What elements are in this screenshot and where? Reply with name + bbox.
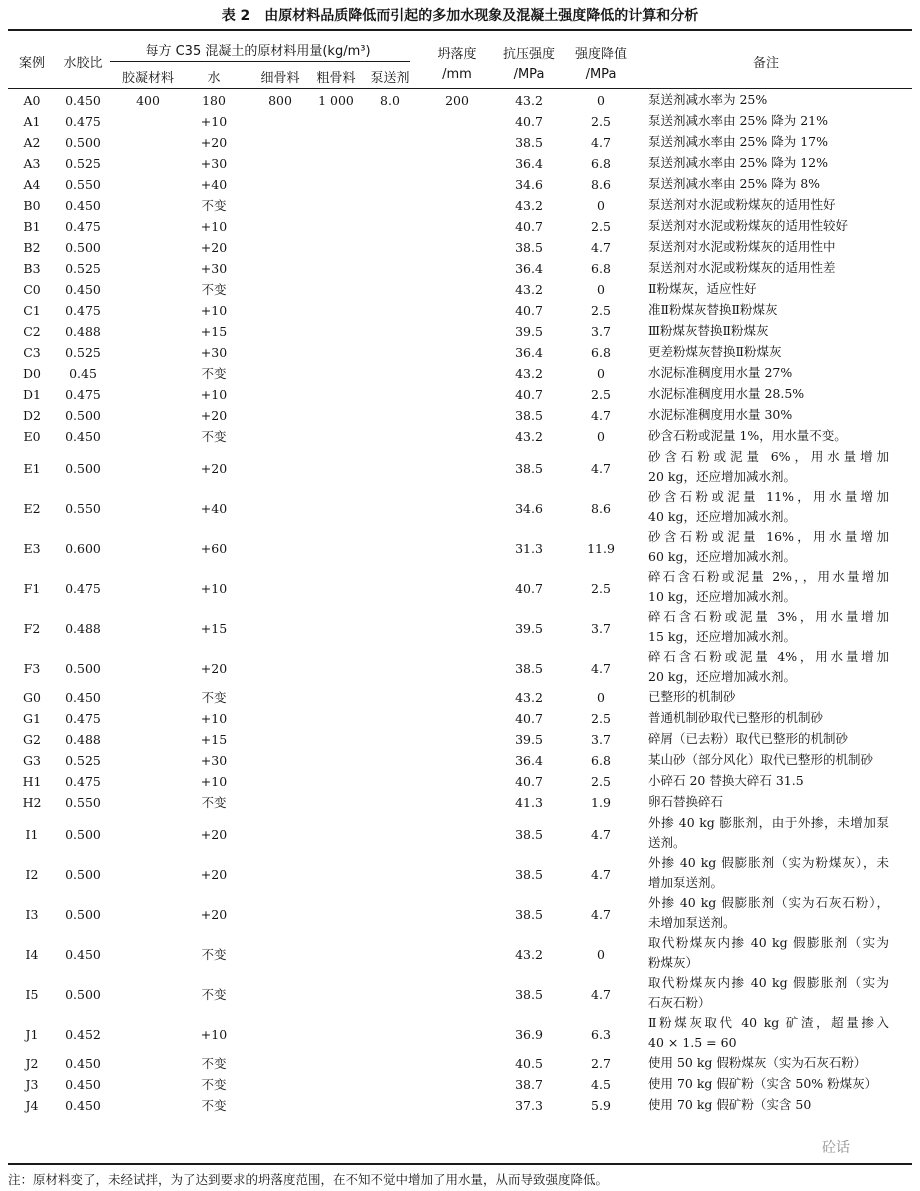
cell-strength: 38.5 [515, 907, 543, 922]
cell-strength: 34.6 [515, 176, 543, 192]
cell-case: G3 [23, 752, 41, 768]
cell-reduction: 0 [597, 428, 605, 444]
cell-wb: 0.450 [65, 947, 101, 962]
cell-water: +10 [200, 302, 228, 318]
cell-remark: 碎石含石粉或泥量 2%，，用水量增加 [648, 569, 889, 584]
cell-wb: 0.475 [65, 710, 101, 726]
cell-remark: 40 kg，还应增加减水剂。 [648, 509, 796, 524]
cell-remark: 泵送剂对水泥或粉煤灰的适用性较好 [648, 218, 849, 233]
cell-wb: 0.550 [65, 501, 101, 516]
cell-water: +20 [200, 907, 228, 922]
cell-water: +20 [200, 461, 228, 476]
cell-case: J1 [25, 1027, 39, 1042]
cell-wb: 0.600 [65, 541, 101, 556]
cell-case: A3 [23, 155, 41, 171]
cell-reduction: 6.8 [591, 155, 611, 171]
cell-wb: 0.500 [65, 239, 101, 255]
cell-strength: 39.5 [515, 323, 543, 339]
cell-wb: 0.450 [65, 689, 101, 705]
cell-water: 不变 [201, 197, 227, 213]
cell-water: 不变 [201, 987, 227, 1002]
table-title: 表 2 由原材料品质降低而引起的多加水现象及混凝土强度降低的计算和分析 [221, 8, 699, 24]
cell-reduction: 4.7 [591, 407, 611, 423]
cell-remark: 增加泵送剂。 [648, 875, 724, 890]
cell-case: I4 [25, 947, 39, 962]
cell-reduction: 0 [597, 281, 605, 297]
cell-remark: 砂含石粉或泥量 1%，用水量不变。 [648, 428, 847, 443]
cell-strength: 40.7 [515, 218, 543, 234]
header-group-rule [110, 61, 410, 62]
cell-wb: 0.525 [65, 260, 101, 276]
cell-remark: 外掺 40 kg 假膨胀剂（实为粉煤灰），未 [648, 855, 889, 870]
cell-reduction: 4.7 [591, 827, 611, 842]
cell-remark: 泵送剂对水泥或粉煤灰的适用性好 [648, 197, 836, 212]
cell-remark: 15 kg，还应增加减水剂。 [648, 629, 796, 644]
cell-wb: 0.45 [69, 365, 97, 381]
cell-remark: Ⅲ粉煤灰替换Ⅱ粉煤灰 [648, 323, 769, 338]
cell-water: +10 [200, 113, 228, 129]
cell-remark: 20 kg，还应增加减水剂。 [648, 669, 796, 684]
top-rule [8, 29, 912, 31]
cell-remark: 碎石含石粉或泥量 4%，用水量增加 [648, 649, 889, 664]
cell-wb: 0.475 [65, 773, 101, 789]
cell-water: 不变 [201, 1097, 227, 1113]
cell-wb: 0.488 [65, 323, 101, 339]
cell-wb: 0.475 [65, 113, 101, 129]
cell-strength: 36.4 [515, 752, 543, 768]
cell-case: A0 [23, 92, 41, 108]
cell-reduction: 0 [597, 689, 605, 705]
cell-case: A1 [23, 113, 41, 129]
cell-reduction: 2.5 [591, 581, 611, 596]
cell-water: 180 [202, 92, 226, 108]
header-case: 案例 [18, 56, 46, 71]
cell-wb: 0.500 [65, 134, 101, 150]
cell-binder: 400 [136, 92, 160, 108]
cell-case: B2 [23, 239, 41, 255]
cell-reduction: 6.8 [591, 752, 611, 768]
cell-remark: 泵送剂对水泥或粉煤灰的适用性中 [648, 239, 836, 254]
cell-reduction: 0 [597, 365, 605, 381]
header-slump: 坍落度 [437, 47, 477, 62]
cell-reduction: 4.7 [591, 907, 611, 922]
cell-case: J3 [25, 1076, 39, 1092]
cell-strength: 43.2 [515, 365, 543, 381]
cell-remark: 泵送剂减水率由 25% 降为 17% [648, 134, 828, 149]
cell-remark: 泵送剂对水泥或粉煤灰的适用性差 [648, 260, 836, 275]
cell-remark: 60 kg，还应增加减水剂。 [648, 549, 796, 564]
cell-strength: 43.2 [515, 92, 543, 108]
cell-slump: 200 [445, 92, 469, 108]
cell-reduction: 6.8 [591, 260, 611, 276]
cell-wb: 0.525 [65, 344, 101, 360]
cell-wb: 0.550 [65, 176, 101, 192]
cell-strength: 38.5 [515, 987, 543, 1002]
cell-case: F3 [23, 661, 41, 676]
cell-case: B0 [23, 197, 41, 213]
cell-remark: 已整形的机制砂 [648, 689, 736, 704]
cell-reduction: 4.7 [591, 987, 611, 1002]
cell-water: 不变 [201, 947, 227, 962]
cell-case: A4 [23, 176, 41, 192]
cell-strength: 38.5 [515, 827, 543, 842]
cell-water: +10 [200, 1027, 228, 1042]
cell-wb: 0.500 [65, 661, 101, 676]
cell-wb: 0.450 [65, 428, 101, 444]
cell-strength: 40.7 [515, 773, 543, 789]
cell-water: +30 [200, 752, 228, 768]
cell-water: +10 [200, 386, 228, 402]
cell-wb: 0.450 [65, 92, 101, 108]
cell-water: +10 [200, 710, 228, 726]
cell-case: E1 [23, 461, 41, 476]
cell-strength: 36.4 [515, 155, 543, 171]
cell-remark: 泵送剂减水率由 25% 降为 21% [648, 113, 828, 128]
cell-water: +20 [200, 867, 228, 882]
header-coarse: 粗骨料 [316, 71, 356, 86]
cell-case: G1 [23, 710, 41, 726]
cell-remark: 使用 70 kg 假矿粉（实含 50 [648, 1097, 812, 1112]
cell-case: B1 [23, 218, 41, 234]
cell-water: +60 [200, 541, 228, 556]
cell-reduction: 2.5 [591, 302, 611, 318]
cell-case: D2 [23, 407, 41, 423]
cell-wb: 0.475 [65, 218, 101, 234]
cell-case: I1 [25, 827, 39, 842]
cell-strength: 38.5 [515, 867, 543, 882]
cell-case: F2 [23, 621, 41, 636]
bottom-rule [8, 1163, 912, 1165]
cell-case: I5 [25, 987, 39, 1002]
cell-strength: 36.4 [515, 260, 543, 276]
cell-water: 不变 [201, 281, 227, 297]
cell-water: 不变 [201, 1055, 227, 1071]
cell-case: C3 [23, 344, 41, 360]
cell-case: F1 [23, 581, 41, 596]
cell-wb: 0.500 [65, 827, 101, 842]
header-material-group: 每方 C35 混凝土的原材料用量(kg/m³) [145, 44, 371, 59]
cell-remark: 某山砂（部分风化）取代已整形的机制砂 [648, 752, 874, 767]
cell-remark: 外掺 40 kg 膨胀剂，由于外掺，未增加泵 [648, 815, 889, 830]
cell-water: +10 [200, 581, 228, 596]
cell-water: +15 [200, 731, 228, 747]
cell-wb: 0.450 [65, 1055, 101, 1071]
cell-wb: 0.500 [65, 867, 101, 882]
cell-water: +20 [200, 239, 228, 255]
cell-strength: 40.5 [515, 1055, 543, 1071]
cell-water: +10 [200, 218, 228, 234]
cell-case: A2 [23, 134, 41, 150]
cell-reduction: 8.6 [591, 501, 611, 516]
header-slump-unit: /mm [442, 67, 472, 82]
cell-wb: 0.488 [65, 621, 101, 636]
cell-case: B3 [23, 260, 41, 276]
cell-strength: 31.3 [515, 541, 543, 556]
cell-case: G2 [23, 731, 41, 747]
cell-remark: 碎石含石粉或泥量 3%，用水量增加 [648, 609, 889, 624]
cell-case: H2 [22, 794, 42, 810]
cell-wb: 0.500 [65, 461, 101, 476]
cell-strength: 39.5 [515, 621, 543, 636]
cell-case: I3 [25, 907, 39, 922]
cell-remark: 泵送剂减水率为 25% [648, 92, 768, 107]
cell-reduction: 2.5 [591, 113, 611, 129]
cell-wb: 0.488 [65, 731, 101, 747]
cell-wb: 0.450 [65, 1097, 101, 1113]
cell-remark: 泵送剂减水率由 25% 降为 12% [648, 155, 828, 170]
cell-remark: 未增加泵送剂。 [648, 915, 736, 930]
cell-case: I2 [25, 867, 39, 882]
cell-wb: 0.525 [65, 155, 101, 171]
cell-water: +30 [200, 344, 228, 360]
cell-reduction: 4.7 [591, 134, 611, 150]
cell-water: +40 [200, 176, 228, 192]
header-reduction-unit: /MPa [585, 67, 617, 82]
cell-water: +15 [200, 323, 228, 339]
cell-strength: 40.7 [515, 113, 543, 129]
cell-reduction: 4.7 [591, 461, 611, 476]
cell-reduction: 8.6 [591, 176, 611, 192]
cell-strength: 36.9 [515, 1027, 543, 1042]
cell-strength: 38.5 [515, 461, 543, 476]
cell-remark: 水泥标准稠度用水量 30% [648, 407, 793, 422]
cell-remark: 石灰石粉） [648, 995, 711, 1010]
cell-wb: 0.450 [65, 1076, 101, 1092]
cell-water: 不变 [201, 689, 227, 705]
cell-wb: 0.450 [65, 281, 101, 297]
cell-reduction: 2.5 [591, 710, 611, 726]
cell-remark: 外掺 40 kg 假膨胀剂（实为石灰石粉）， [648, 895, 889, 910]
header-strength: 抗压强度 [502, 47, 556, 62]
cell-strength: 41.3 [515, 794, 543, 810]
cell-water: 不变 [201, 365, 227, 381]
cell-strength: 38.5 [515, 407, 543, 423]
cell-reduction: 11.9 [587, 541, 615, 556]
cell-reduction: 2.5 [591, 773, 611, 789]
cell-water: 不变 [201, 794, 227, 810]
cell-reduction: 1.9 [591, 794, 611, 810]
cell-water: +40 [200, 501, 228, 516]
cell-strength: 43.2 [515, 947, 543, 962]
table-footnote: 注：原材料变了，未经试拌，为了达到要求的坍落度范围，在不知不觉中增加了用水量，从而导致强度降低。 [8, 1172, 609, 1187]
watermark: 砼话 [822, 1140, 850, 1156]
cell-wb: 0.550 [65, 794, 101, 810]
header-fine: 细骨料 [260, 71, 300, 86]
cell-reduction: 4.5 [591, 1076, 611, 1092]
cell-remark: 粉煤灰） [648, 955, 699, 970]
cell-water: +30 [200, 155, 228, 171]
cell-strength: 34.6 [515, 501, 543, 516]
cell-case: D1 [23, 386, 41, 402]
cell-strength: 38.5 [515, 661, 543, 676]
cell-reduction: 0 [597, 197, 605, 213]
cell-reduction: 6.8 [591, 344, 611, 360]
cell-case: G0 [23, 689, 41, 705]
cell-reduction: 2.7 [591, 1055, 611, 1071]
cell-reduction: 0 [597, 947, 605, 962]
cell-wb: 0.475 [65, 386, 101, 402]
cell-water: +10 [200, 773, 228, 789]
cell-case: C1 [23, 302, 41, 318]
cell-remark: Ⅱ粉煤灰取代 40 kg 矿渣，超量掺入 [648, 1015, 889, 1030]
cell-wb: 0.500 [65, 407, 101, 423]
cell-water: 不变 [201, 428, 227, 444]
cell-strength: 40.7 [515, 581, 543, 596]
cell-remark: 使用 70 kg 假矿粉（实含 50% 粉煤灰） [648, 1076, 878, 1091]
cell-strength: 43.2 [515, 197, 543, 213]
cell-remark: 取代粉煤灰内掺 40 kg 假膨胀剂（实为 [648, 935, 889, 950]
cell-reduction: 5.9 [591, 1097, 611, 1113]
cell-strength: 37.3 [515, 1097, 543, 1113]
cell-remark: 取代粉煤灰内掺 40 kg 假膨胀剂（实为 [648, 975, 889, 990]
cell-strength: 40.7 [515, 386, 543, 402]
cell-water: +20 [200, 407, 228, 423]
cell-case: E2 [23, 501, 41, 516]
cell-reduction: 0 [597, 92, 605, 108]
cell-water: +20 [200, 661, 228, 676]
header-binder: 胶凝材料 [121, 71, 175, 86]
cell-remark: 更差粉煤灰替换Ⅱ粉煤灰 [648, 344, 782, 359]
cell-case: C2 [23, 323, 41, 339]
cell-water: 不变 [201, 1076, 227, 1092]
cell-wb: 0.500 [65, 987, 101, 1002]
cell-reduction: 4.7 [591, 239, 611, 255]
cell-reduction: 3.7 [591, 731, 611, 747]
cell-remark: 20 kg，还应增加减水剂。 [648, 469, 796, 484]
cell-water: +20 [200, 827, 228, 842]
header-strength-unit: /MPa [513, 67, 545, 82]
header-water: 水 [207, 71, 221, 86]
cell-strength: 38.5 [515, 239, 543, 255]
cell-remark: 使用 50 kg 假粉煤灰（实为石灰石粉） [648, 1055, 867, 1070]
cell-remark: 卵石替换碎石 [648, 794, 724, 809]
header-reduction: 强度降值 [574, 47, 628, 62]
cell-reduction: 3.7 [591, 323, 611, 339]
header-remark: 备注 [752, 56, 780, 71]
cell-remark: 砂含石粉或泥量 16%，用水量增加 [648, 529, 889, 544]
cell-strength: 39.5 [515, 731, 543, 747]
cell-wb: 0.475 [65, 302, 101, 318]
cell-reduction: 2.5 [591, 218, 611, 234]
cell-reduction: 4.7 [591, 661, 611, 676]
cell-case: J4 [25, 1097, 39, 1113]
cell-case: J2 [25, 1055, 39, 1071]
cell-water: +20 [200, 134, 228, 150]
cell-remark: 10 kg，还应增加减水剂。 [648, 589, 796, 604]
cell-remark: 砂含石粉或泥量 6%，用水量增加 [648, 449, 889, 464]
cell-case: E0 [23, 428, 41, 444]
cell-reduction: 3.7 [591, 621, 611, 636]
cell-remark: Ⅱ粉煤灰，适应性好 [648, 281, 757, 296]
cell-case: E3 [23, 541, 41, 556]
cell-reduction: 6.3 [591, 1027, 611, 1042]
cell-remark: 普通机制砂取代已整形的机制砂 [648, 710, 824, 725]
cell-strength: 43.2 [515, 428, 543, 444]
cell-remark: 送剂。 [648, 835, 686, 850]
cell-wb: 0.450 [65, 197, 101, 213]
cell-fine: 800 [268, 92, 292, 108]
cell-remark: 小碎石 20 替换大碎石 31.5 [648, 773, 804, 788]
cell-reduction: 4.7 [591, 867, 611, 882]
cell-remark: 碎屑（已去粉）取代已整形的机制砂 [648, 731, 849, 746]
cell-pump: 8.0 [380, 92, 400, 108]
cell-remark: 水泥标准稠度用水量 28.5% [648, 386, 805, 401]
cell-water: +30 [200, 260, 228, 276]
cell-water: +15 [200, 621, 228, 636]
cell-strength: 40.7 [515, 302, 543, 318]
cell-wb: 0.500 [65, 907, 101, 922]
cell-wb: 0.475 [65, 581, 101, 596]
cell-case: D0 [23, 365, 41, 381]
cell-coarse: 1 000 [318, 92, 354, 108]
cell-strength: 43.2 [515, 689, 543, 705]
cell-remark: 40 × 1.5 = 60 [648, 1035, 737, 1050]
cell-remark: 准Ⅱ粉煤灰替换Ⅱ粉煤灰 [648, 302, 778, 317]
cell-strength: 38.7 [515, 1076, 543, 1092]
cell-strength: 36.4 [515, 344, 543, 360]
header-pump: 泵送剂 [370, 71, 410, 86]
cell-wb: 0.525 [65, 752, 101, 768]
cell-strength: 43.2 [515, 281, 543, 297]
cell-case: H1 [22, 773, 42, 789]
cell-wb: 0.452 [65, 1027, 101, 1042]
header-wb: 水胶比 [63, 56, 103, 71]
cell-strength: 38.5 [515, 134, 543, 150]
cell-case: C0 [23, 281, 41, 297]
cell-remark: 砂含石粉或泥量 11%，用水量增加 [648, 489, 889, 504]
cell-remark: 泵送剂减水率由 25% 降为 8% [648, 176, 821, 191]
cell-reduction: 2.5 [591, 386, 611, 402]
cell-strength: 40.7 [515, 710, 543, 726]
cell-remark: 水泥标准稠度用水量 27% [648, 365, 793, 380]
